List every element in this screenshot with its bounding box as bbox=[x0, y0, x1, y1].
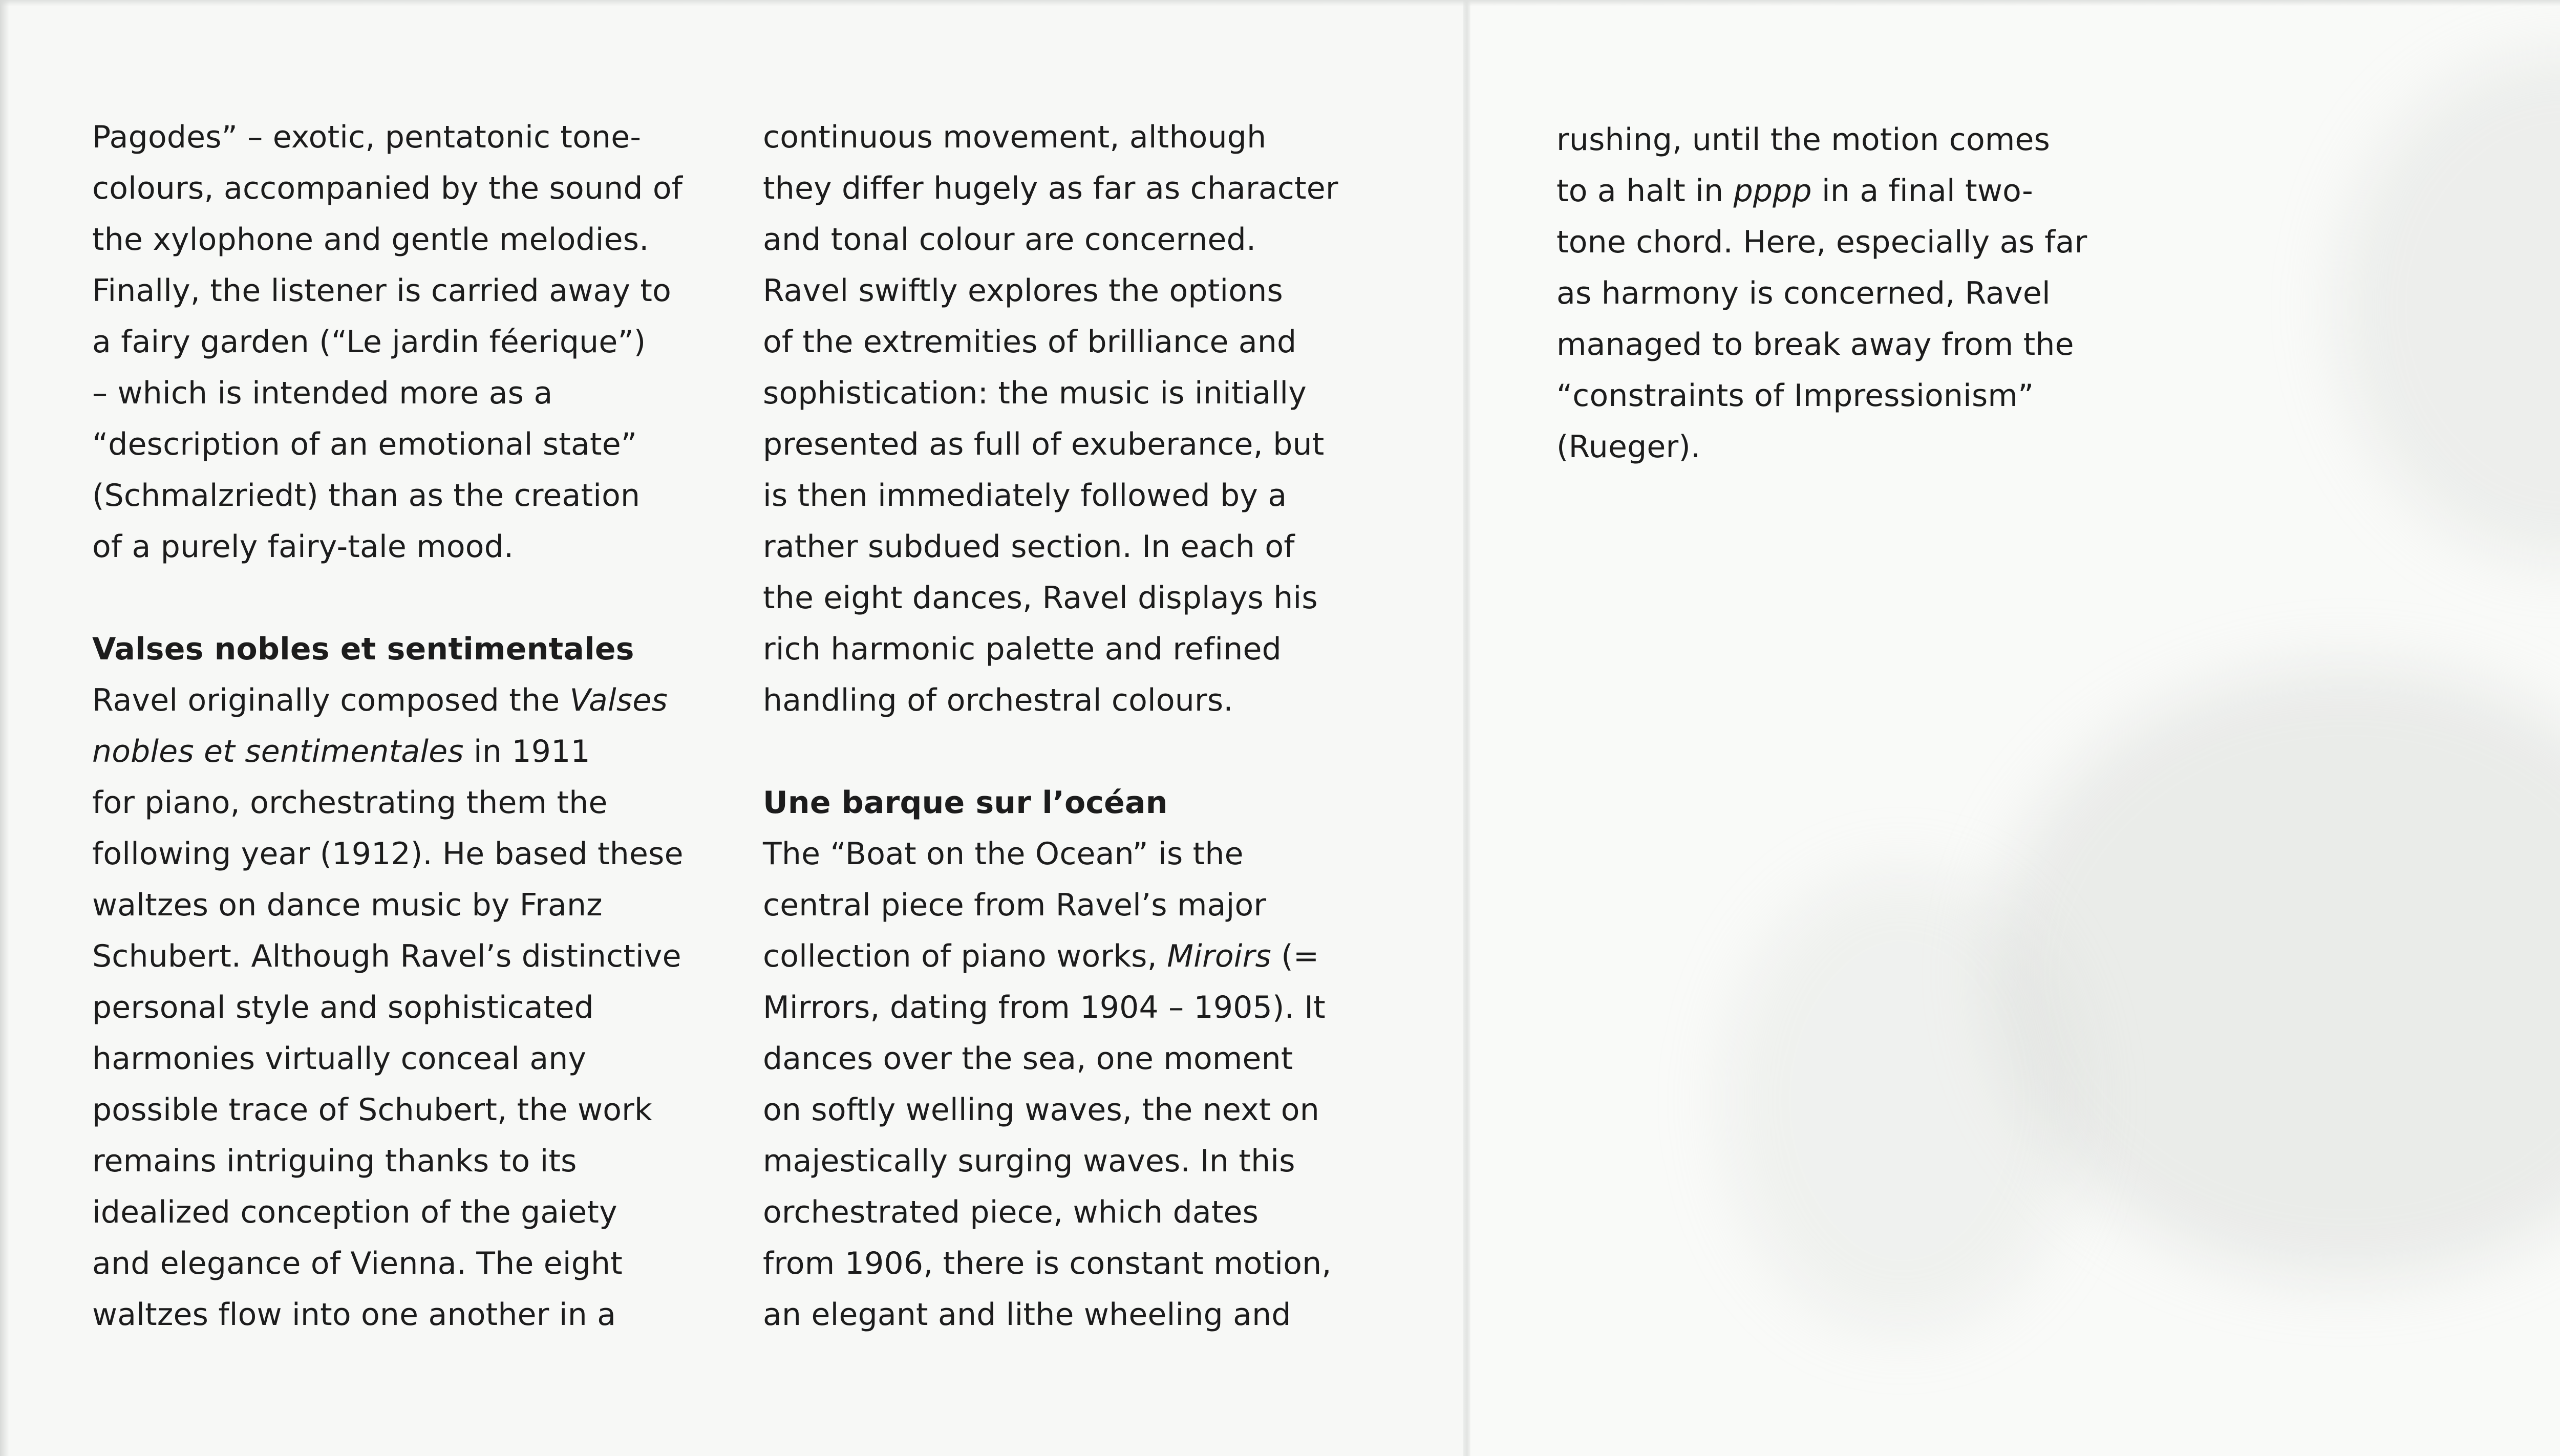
text-line: an elegant and lithe wheeling and bbox=[763, 1297, 1291, 1333]
section-heading: Valses nobles et sentimentales bbox=[92, 631, 634, 667]
text-line: Schubert. Although Ravel’s distinctive bbox=[92, 938, 681, 974]
text-line: for piano, orchestrating them the bbox=[92, 785, 608, 821]
text-line: waltzes on dance music by Franz bbox=[92, 887, 603, 923]
text-line: from 1906, there is constant motion, bbox=[763, 1246, 1332, 1281]
text-line: personal style and sophisticated bbox=[92, 990, 594, 1025]
text-line: presented as full of exuberance, but bbox=[763, 426, 1325, 462]
text-line: orchestrated piece, which dates bbox=[763, 1194, 1259, 1230]
text-line: “constraints of Impressionism” bbox=[1556, 378, 2034, 414]
text-line: the eight dances, Ravel displays his bbox=[763, 580, 1318, 616]
text-line: Ravel originally composed the Valses bbox=[92, 682, 668, 718]
paragraph-gap bbox=[763, 726, 1428, 777]
background-figure-ghost bbox=[1723, 870, 2081, 1331]
text-line: – which is intended more as a bbox=[92, 375, 553, 411]
text-line: on softly welling waves, the next on bbox=[763, 1092, 1319, 1128]
text-column-3 bbox=[1556, 114, 2222, 473]
text-line: is then immediately followed by a bbox=[763, 478, 1287, 513]
text-line: collection of piano works, Miroirs (= bbox=[763, 938, 1319, 974]
text-line: rushing, until the motion comes bbox=[1556, 122, 2051, 158]
text-line: continuous movement, although bbox=[763, 119, 1267, 155]
text-line: possible trace of Schubert, the work bbox=[92, 1092, 652, 1128]
text-line: as harmony is concerned, Ravel bbox=[1556, 275, 2051, 311]
text-line: rather subdued section. In each of bbox=[763, 529, 1295, 565]
scan-edge bbox=[0, 0, 2560, 6]
text-line: nobles et sentimentales in 1911 bbox=[92, 734, 590, 769]
text-line: Pagodes” – exotic, pentatonic tone- bbox=[92, 119, 642, 155]
text-line: The “Boat on the Ocean” is the bbox=[763, 836, 1244, 872]
text-line: handling of orchestral colours. bbox=[763, 682, 1233, 718]
text-line: of a purely fairy-tale mood. bbox=[92, 529, 514, 565]
text-line: the xylophone and gentle melodies. bbox=[92, 222, 649, 258]
background-figure-ghost bbox=[2337, 51, 2560, 563]
italic-title: pppp bbox=[1733, 173, 1812, 209]
text-line: managed to break away from the bbox=[1556, 327, 2074, 362]
text-line: of the extremities of brilliance and bbox=[763, 324, 1297, 360]
text-line: Ravel swiftly explores the options bbox=[763, 273, 1283, 309]
scan-edge bbox=[0, 0, 9, 1456]
text-line: tone chord. Here, especially as far bbox=[1556, 224, 2087, 260]
section-heading: Une barque sur l’océan bbox=[763, 785, 1168, 821]
text-line: (Rueger). bbox=[1556, 429, 1701, 465]
text-line: rich harmonic palette and refined bbox=[763, 631, 1282, 667]
italic-title: nobles et sentimentales bbox=[92, 734, 464, 769]
text-line: dances over the sea, one moment bbox=[763, 1041, 1293, 1077]
text-line: to a halt in pppp in a final two- bbox=[1556, 173, 2034, 209]
text-line: and tonal colour are concerned. bbox=[763, 222, 1256, 258]
text-line: following year (1912). He based these bbox=[92, 836, 684, 872]
italic-title: Valses bbox=[569, 682, 668, 718]
text-line: idealized conception of the gaiety bbox=[92, 1194, 617, 1230]
text-line: “description of an emotional state” bbox=[92, 426, 637, 462]
background-figure-ghost bbox=[1989, 666, 2560, 1280]
text-line: Mirrors, dating from 1904 – 1905). It bbox=[763, 990, 1326, 1025]
text-line: (Schmalzriedt) than as the creation bbox=[92, 478, 641, 513]
text-line: a fairy garden (“Le jardin féerique”) bbox=[92, 324, 646, 360]
text-line: and elegance of Vienna. The eight bbox=[92, 1246, 623, 1281]
text-line: sophistication: the music is initially bbox=[763, 375, 1307, 411]
booklet-spine bbox=[1463, 0, 1470, 1456]
paragraph-gap bbox=[92, 572, 753, 624]
text-line: central piece from Ravel’s major bbox=[763, 887, 1267, 923]
text-line: remains intriguing thanks to its bbox=[92, 1143, 577, 1179]
text-column-2 bbox=[763, 112, 1428, 1340]
text-line: they differ hugely as far as character bbox=[763, 170, 1338, 206]
text-line: harmonies virtually conceal any bbox=[92, 1041, 587, 1077]
text-line: colours, accompanied by the sound of bbox=[92, 170, 683, 206]
text-line: waltzes flow into one another in a bbox=[92, 1297, 616, 1333]
italic-title: Miroirs bbox=[1167, 938, 1271, 974]
text-line: majestically surging waves. In this bbox=[763, 1143, 1295, 1179]
text-line: Finally, the listener is carried away to bbox=[92, 273, 672, 309]
text-column-1 bbox=[92, 112, 753, 1340]
